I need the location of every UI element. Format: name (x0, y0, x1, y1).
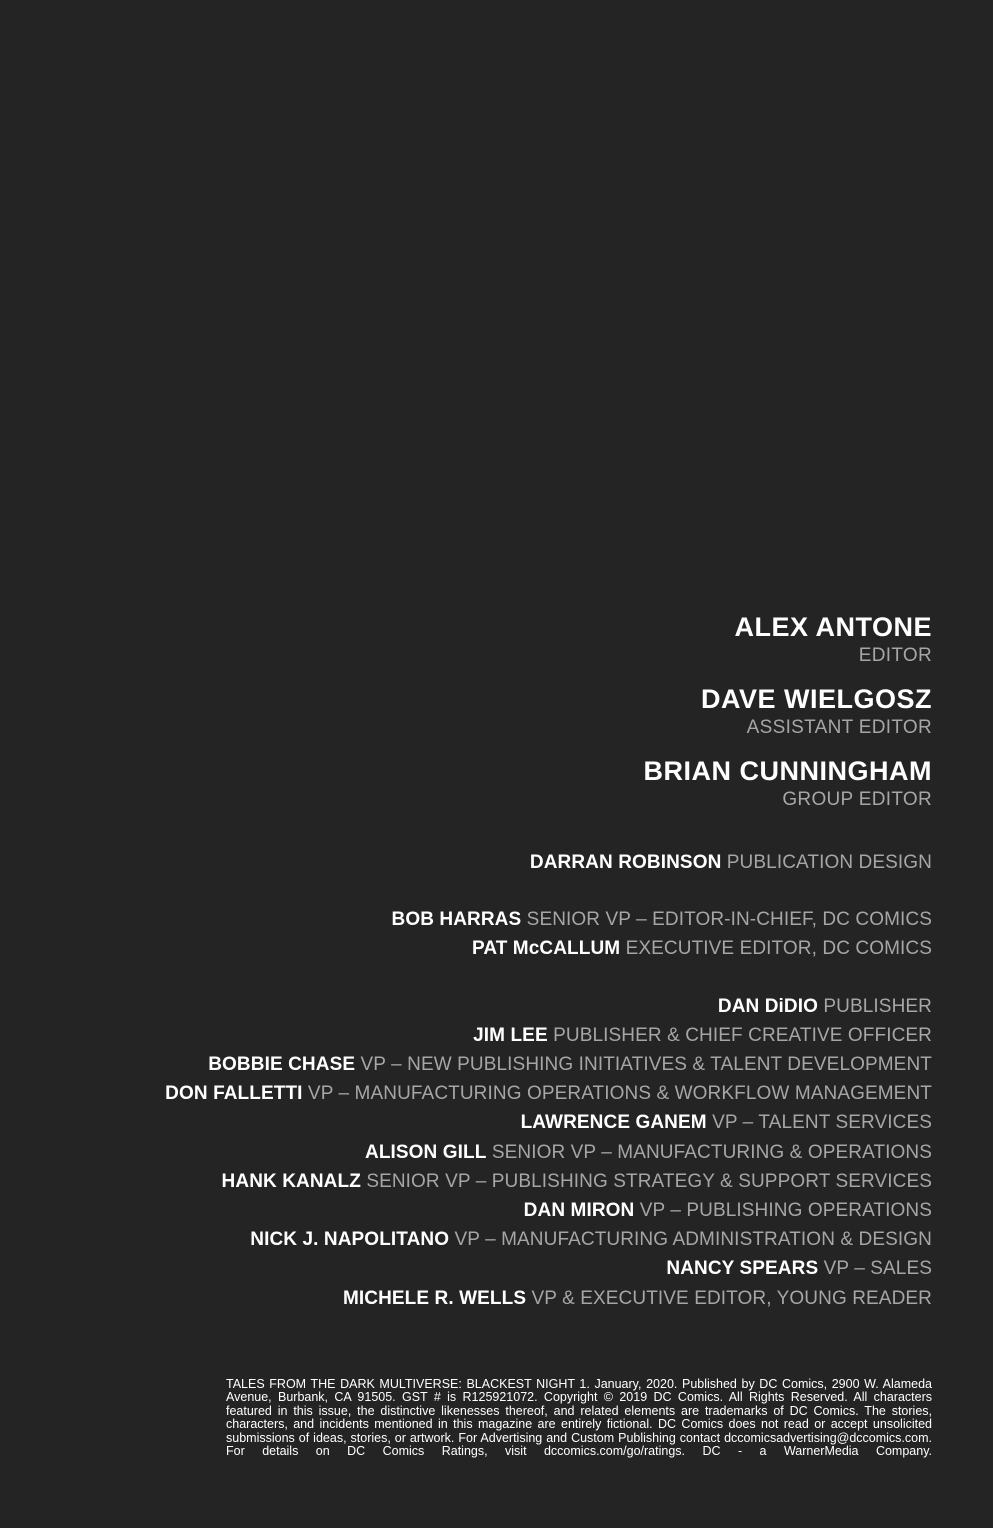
credit-name: ALISON GILL (365, 1141, 487, 1163)
credit-group-editor (32, 754, 932, 812)
credit-name: BOBBIE CHASE (208, 1054, 356, 1076)
credit-role: VP – SALES (823, 1258, 932, 1280)
credit-role: EDITOR (858, 645, 932, 666)
credit-line (32, 1254, 932, 1283)
credit-name: ALEX ANTONE (734, 612, 932, 642)
credit-name: DAN MIRON (523, 1200, 635, 1222)
credit-line (32, 1167, 932, 1196)
credit-line (32, 1108, 932, 1137)
credit-line (32, 1021, 932, 1050)
credit-role: ASSISTANT EDITOR (746, 717, 932, 738)
credit-line (32, 1225, 932, 1254)
credit-name: DARRAN ROBINSON (529, 852, 722, 873)
credit-name: MICHELE R. WELLS (342, 1287, 527, 1309)
credit-editor (32, 610, 932, 668)
credit-role: VP – NEW PUBLISHING INITIATIVES & TALENT DEVELOPMENT (360, 1054, 932, 1076)
credit-name: NANCY SPEARS (666, 1258, 819, 1280)
credit-role: GROUP EDITOR (782, 789, 932, 810)
credit-assistant-editor (32, 682, 932, 740)
legal-indicia: TALES FROM THE DARK MULTIVERSE: BLACKEST NIGHT 1. January, 2020. Published by DC Comics, 2900 W. Alameda Avenue, Burbank, CA 91505. GST # is R125921072. Copyright © 2019 DC Comics. All Rights Reserved. All characters featured in this issue, the distinctive likenesses thereof, and related elements are trademarks of DC Comics. The stories, characters, and incidents mentioned in this magazine are entirely fictional. DC Comics does not read or accept unsolicited submissions of ideas, stories, or artwork. For Advertising and Custom Publishing contact dccomicsadvertising@dccomics.com. For details on DC Comics Ratings, visit dccomics.com/go/ratings. DC - a WarnerMedia Company. (226, 1377, 932, 1459)
credit-name: DAVE WIELGOSZ (700, 684, 932, 714)
credit-line (32, 992, 932, 1021)
credit-name: JIM LEE (473, 1024, 548, 1046)
credit-role: SENIOR VP – PUBLISHING STRATEGY & SUPPORT SERVICES (366, 1170, 932, 1192)
credit-line (32, 905, 932, 934)
credit-role: PUBLISHER (823, 995, 932, 1017)
credit-name: DAN DiDIO (717, 995, 818, 1017)
credit-role: VP – TALENT SERVICES (712, 1112, 932, 1134)
credit-role: VP & EXECUTIVE EDITOR, YOUNG READER (531, 1287, 932, 1309)
credit-line (32, 1284, 932, 1313)
credit-role: VP – PUBLISHING OPERATIONS (639, 1200, 932, 1222)
credit-role: PUBLICATION DESIGN (726, 852, 932, 873)
credit-role: VP – MANUFACTURING OPERATIONS & WORKFLOW MANAGEMENT (307, 1083, 932, 1105)
credits-block (32, 610, 932, 1313)
credit-role: PUBLISHER & CHIEF CREATIVE OFFICER (553, 1024, 932, 1046)
credit-role: EXECUTIVE EDITOR, DC COMICS (625, 938, 932, 960)
credit-role: VP – MANUFACTURING ADMINISTRATION & DESIGN (454, 1229, 932, 1251)
credit-name: PAT McCALLUM (471, 938, 621, 960)
credit-line (32, 1196, 932, 1225)
credit-name: LAWRENCE GANEM (520, 1112, 707, 1134)
credit-name: NICK J. NAPOLITANO (250, 1229, 450, 1251)
credit-name: BOB HARRAS (391, 909, 522, 931)
credit-line-design (32, 848, 932, 877)
credit-line (32, 1050, 932, 1079)
credit-role: SENIOR VP – EDITOR-IN-CHIEF, DC COMICS (526, 909, 932, 931)
credit-name: HANK KANALZ (221, 1170, 361, 1192)
credit-line (32, 1138, 932, 1167)
credit-role: SENIOR VP – MANUFACTURING & OPERATIONS (491, 1141, 932, 1163)
credit-name: BRIAN CUNNINGHAM (643, 756, 932, 786)
credit-line (32, 1079, 932, 1108)
credit-name: DON FALLETTI (165, 1083, 303, 1105)
credit-line (32, 934, 932, 963)
